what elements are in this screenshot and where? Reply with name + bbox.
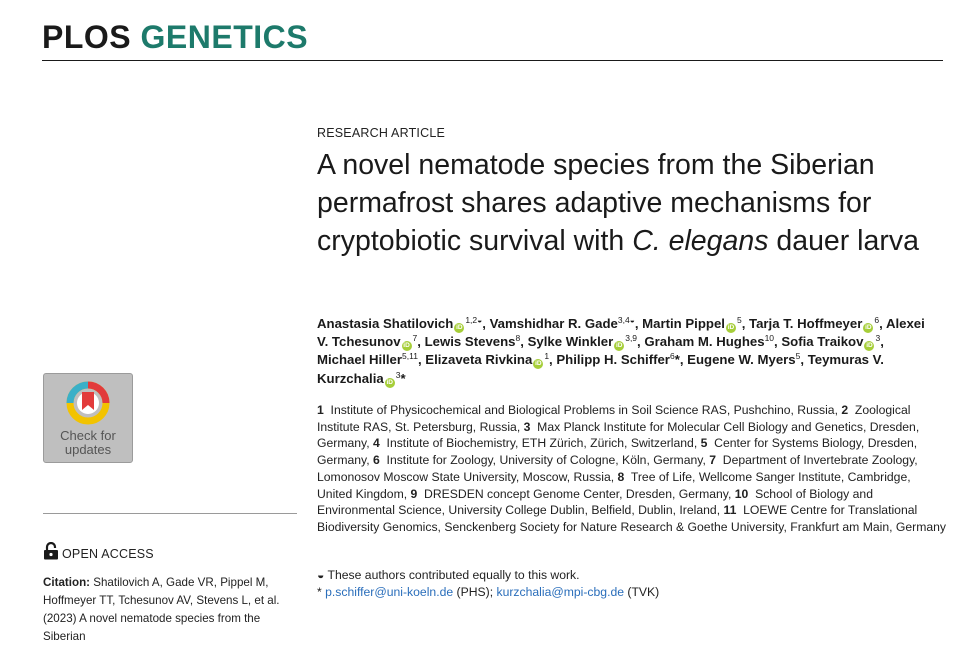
title-part: A novel nematode species from the Siberian permafrost shares adaptive mechanisms for cryptobiotic survival with bbox=[317, 149, 875, 257]
author-name[interactable] bbox=[556, 352, 674, 367]
affiliation-number: 10 bbox=[734, 486, 749, 501]
author-name[interactable] bbox=[425, 352, 549, 367]
author-name-text: Martin Pippel bbox=[642, 316, 725, 331]
check-for-updates-button[interactable] bbox=[43, 373, 133, 463]
author-name-text: Graham M. Hughes bbox=[644, 334, 765, 350]
contact-suffix-2: (TVK) bbox=[624, 585, 660, 599]
author-name[interactable] bbox=[644, 334, 774, 349]
affiliation-ref: 5 bbox=[736, 315, 742, 325]
orcid-icon[interactable]: iD bbox=[866, 342, 873, 350]
affiliation-number: 4 bbox=[373, 436, 380, 451]
author-name-text: Elizaveta Rivkina bbox=[425, 352, 533, 368]
affiliation-number: 7 bbox=[709, 453, 717, 468]
author-name-text: Lewis Stevens bbox=[424, 334, 516, 350]
author-name[interactable] bbox=[781, 334, 880, 349]
affiliation-ref: 3,4◒ bbox=[617, 315, 635, 325]
author-separator: , bbox=[417, 352, 426, 368]
title-part-end: dauer larva bbox=[768, 225, 919, 257]
check-updates-line2: updates bbox=[64, 442, 112, 457]
author-name-text: Anastasia Shatilovich bbox=[317, 316, 454, 331]
author-name-text: Michael Hiller bbox=[317, 352, 403, 368]
affiliation-number: 6 bbox=[373, 453, 380, 468]
orcid-icon[interactable]: iD bbox=[865, 324, 872, 331]
author-name-text: Teymuras V. Kurzchalia bbox=[317, 352, 884, 386]
email-link-schiffer[interactable]: p.schiffer@uni-koeln.de bbox=[325, 585, 454, 599]
orcid-icon[interactable]: iD bbox=[727, 324, 735, 331]
affiliation-ref: 10 bbox=[764, 333, 775, 344]
sidebar-divider bbox=[43, 513, 297, 514]
logo-journal: GENETICS bbox=[140, 19, 309, 55]
article-type: RESEARCH ARTICLE bbox=[317, 126, 446, 140]
citation-label: Citation: bbox=[43, 576, 91, 589]
affiliation-text: Institute of Biochemistry, ETH Zürich, Zürich, Switzerland bbox=[379, 436, 694, 451]
affiliation-ref: 1,2◒ bbox=[465, 315, 483, 325]
author-separator: , bbox=[482, 316, 490, 331]
citation-text: Shatilovich A, Gade VR, Pippel M, Hoffmeyer TT, Tchesunov AV, Stevens L, et al. (2023) A novel nematode species from the Siberian bbox=[43, 576, 280, 643]
orcid-icon[interactable]: iD bbox=[615, 342, 623, 350]
author-name[interactable] bbox=[490, 316, 635, 331]
affiliation-ref: 6 bbox=[669, 351, 675, 362]
author-separator: , bbox=[774, 334, 782, 350]
author-name[interactable] bbox=[687, 352, 800, 367]
affiliation-ref: 3 bbox=[875, 333, 881, 344]
open-lock-icon bbox=[43, 542, 59, 560]
journal-header bbox=[42, 18, 943, 61]
affiliation-text: Zoological Institute RAS, St. Petersburg, Russia bbox=[317, 403, 911, 434]
author-separator: , bbox=[741, 316, 750, 331]
author-separator: * bbox=[400, 370, 406, 386]
orcid-icon[interactable]: iD bbox=[386, 378, 393, 386]
author-name[interactable] bbox=[528, 334, 637, 349]
affiliation-number: 1 bbox=[317, 403, 324, 417]
author-name-text: Sofia Traikov bbox=[781, 334, 864, 350]
author-name[interactable] bbox=[642, 316, 742, 331]
article-title bbox=[317, 146, 937, 260]
orcid-icon[interactable]: iD bbox=[403, 342, 410, 350]
affiliation-number: 5 bbox=[700, 436, 708, 451]
affiliation-number: 3 bbox=[523, 419, 531, 434]
check-updates-line1: Check for bbox=[60, 428, 116, 443]
open-access-text: OPEN ACCESS bbox=[62, 547, 154, 561]
check-for-updates-label bbox=[44, 429, 132, 457]
author-name-text: Vamshidhar R. Gade bbox=[489, 316, 618, 331]
author-name-text: Tarja T. Hoffmeyer bbox=[749, 316, 863, 331]
email-link-kurzchalia[interactable]: kurzchalia@mpi-cbg.de bbox=[496, 585, 625, 599]
affiliation-text: Institute for Zoology, University of Cologne, Köln, Germany bbox=[379, 453, 703, 468]
affiliation-ref: 7 bbox=[412, 333, 418, 344]
contact-suffix: (PHS); bbox=[453, 585, 497, 599]
author-name-text: Philipp H. Schiffer bbox=[556, 352, 670, 368]
author-separator: , bbox=[880, 334, 884, 350]
orcid-icon[interactable]: iD bbox=[456, 324, 463, 331]
author-name-text: Alexei V. Tchesunov bbox=[317, 316, 925, 350]
author-separator: , bbox=[637, 334, 645, 350]
corresponding-contact bbox=[317, 585, 659, 599]
affiliation-ref: 5,11 bbox=[402, 351, 418, 362]
author-list bbox=[317, 315, 927, 388]
author-name[interactable] bbox=[317, 352, 418, 367]
title-species: C. elegans bbox=[632, 225, 769, 257]
orcid-icon[interactable]: iD bbox=[535, 360, 542, 368]
affiliation-text: Tree of Life, Wellcome Sanger Institute, Cambridge, United Kingdom bbox=[317, 469, 911, 501]
affiliation-text: School of Biology and Environmental Science, University College Dublin, Belfield, Dublin, Ireland bbox=[317, 486, 873, 518]
author-name[interactable] bbox=[317, 316, 482, 331]
author-name-text: Eugene W. Myers bbox=[687, 352, 796, 368]
affiliation-text: Institute of Physicochemical and Biological Problems in Soil Science RAS, Pushchino, Russia bbox=[323, 403, 835, 417]
affiliation-text: DRESDEN concept Genome Center, Dresden, Germany bbox=[417, 486, 728, 501]
affiliation-number: 2 bbox=[841, 403, 849, 417]
affiliation-text: LOEWE Centre for Translational Biodiversity Genomics, Senckenberg Society for Nature Research & Goethe University, Frankfurt am Main, Germany bbox=[317, 503, 947, 534]
author-separator: , bbox=[417, 334, 425, 350]
author-name[interactable] bbox=[425, 334, 521, 349]
logo-brand: PLOS bbox=[42, 19, 132, 55]
author-separator: , bbox=[879, 316, 886, 331]
affiliation-ref: 1 bbox=[544, 351, 550, 362]
author-name[interactable] bbox=[749, 316, 879, 331]
affiliation-list: 1 Institute of Physicochemical and Biological Problems in Soil Science RAS, Pushchino, Russia, 2 Zoological Institute RAS, St. Petersburg, Russia, 3 Max Planck Institute for Molecular Cell Biology and Genetics, Dresden, Germany, 4 Institute of Biochemistry, ETH Zürich, Zürich, Switzerland, 5 Center for Systems Biology, Dresden, Germany, 6 Institute for Zoology, University of Cologne, Köln, Germany, 7 Department of Invertebrate Zoology, Lomonosov Moscow State University, Moscow, Russia, 8 Tree of Life, Wellcome Sanger Institute, Cambridge, United Kingdom, 9 DRESDEN concept Genome Center, Dresden, Germany, 10 School of Biology and Environmental Science, University College Dublin, Belfield, Dublin, Ireland, 11 LOEWE Centre for Translational Biodiversity Genomics, Senckenberg Society for Nature Research & Goethe University, Frankfurt am Main, Germany bbox=[317, 403, 947, 534]
journal-logo[interactable] bbox=[42, 18, 308, 56]
author-separator: , bbox=[549, 352, 557, 368]
affiliation-ref: 3 bbox=[395, 369, 401, 380]
affiliation-number: 9 bbox=[410, 486, 418, 501]
affiliation-number: 11 bbox=[723, 503, 737, 518]
affiliation-ref: 5 bbox=[795, 351, 801, 362]
author-name-text: Sylke Winkler bbox=[527, 334, 614, 350]
crossmark-icon bbox=[65, 380, 111, 426]
contact-prefix: * bbox=[317, 585, 326, 599]
affiliation-number: 8 bbox=[617, 469, 625, 484]
affiliation-ref: 8 bbox=[515, 333, 521, 344]
author-separator: *, bbox=[674, 352, 688, 368]
author-separator: , bbox=[634, 316, 643, 331]
affiliation-ref: 6 bbox=[874, 315, 880, 325]
citation-block bbox=[43, 574, 301, 646]
open-access-label bbox=[43, 542, 154, 560]
author-separator: , bbox=[520, 334, 528, 350]
equal-contribution-note: ◒ These authors contributed equally to this work. bbox=[317, 568, 580, 582]
affiliation-text: Max Planck Institute for Molecular Cell Biology and Genetics, Dresden, Germany bbox=[317, 419, 920, 451]
author-separator: , bbox=[800, 352, 808, 368]
affiliation-text: Center for Systems Biology, Dresden, Germany bbox=[317, 436, 918, 468]
affiliation-text: Department of Invertebrate Zoology, Lomonosov Moscow State University, Moscow, Russia bbox=[317, 453, 918, 484]
affiliation-ref: 3,9 bbox=[625, 333, 638, 344]
